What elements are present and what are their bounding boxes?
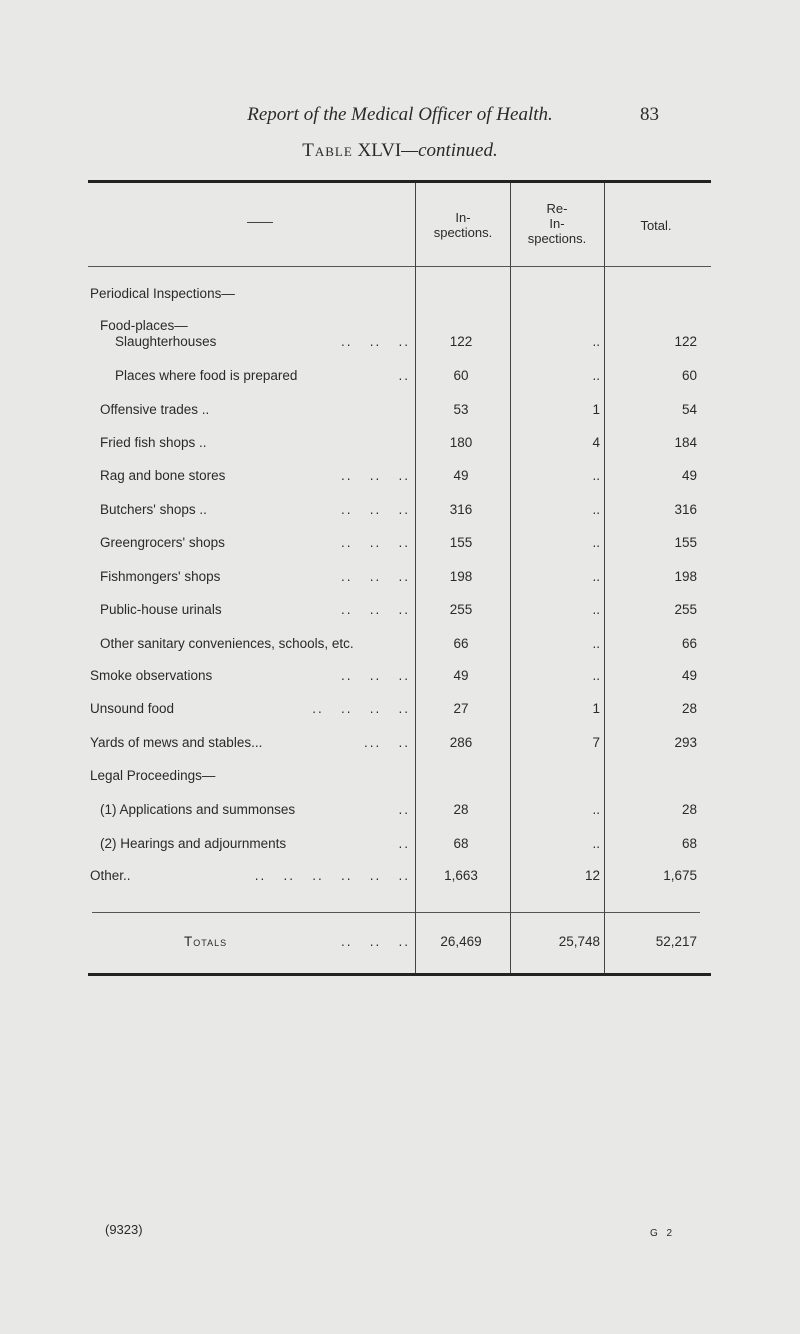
totals-leader-dots: .. .. .. [340, 934, 410, 949]
cell-reinspections: .. [592, 569, 600, 584]
row-label: Other sanitary conveniences, schools, etc. [100, 636, 354, 651]
totals-reinspections: 25,748 [558, 934, 600, 949]
row-label: Offensive trades .. [100, 402, 210, 417]
cell-inspections: 286 [449, 735, 473, 750]
footer-signature: G 2 [650, 1228, 676, 1239]
cell-total: 198 [674, 569, 697, 584]
cell-reinspections: .. [592, 602, 600, 617]
row-label: Slaughterhouses [115, 334, 217, 349]
page-number: 83 [640, 104, 659, 125]
cell-inspections: 255 [449, 602, 473, 617]
cell-inspections: 66 [453, 636, 469, 651]
cell-total: 316 [674, 502, 697, 517]
cell-reinspections: .. [592, 668, 600, 683]
row-label: Public-house urinals [100, 602, 222, 617]
cell-total: 49 [681, 468, 697, 483]
row-label: Other.. [90, 868, 131, 883]
row-label: Greengrocers' shops [100, 535, 225, 550]
row-label: Yards of mews and stables... [90, 735, 263, 750]
table-row [90, 868, 710, 888]
row-label: (2) Hearings and adjournments [100, 836, 287, 851]
row-label: Legal Proceedings— [90, 768, 216, 783]
cell-reinspections: .. [592, 802, 600, 817]
leader-dots: .. .. .. .. .. .. [254, 868, 410, 883]
cell-inspections: 1,663 [444, 868, 478, 883]
cell-reinspections: .. [592, 368, 600, 383]
cell-reinspections: .. [592, 836, 600, 851]
cell-total: 54 [681, 402, 697, 417]
table-caption [0, 140, 800, 162]
table-row [90, 435, 710, 455]
leader-dots: .. .. .. [340, 502, 410, 517]
cell-reinspections: .. [592, 468, 600, 483]
table-row [90, 602, 710, 622]
table-row [90, 802, 710, 822]
row-label: Periodical Inspections— [90, 286, 235, 301]
table-row [90, 735, 710, 755]
table-row [90, 636, 710, 656]
cell-inspections: 155 [449, 535, 473, 550]
cell-inspections: 316 [449, 502, 473, 517]
cell-total: 28 [681, 701, 697, 716]
totals-row [90, 934, 710, 954]
row-label: Fried fish shops .. [100, 435, 207, 450]
column-header-reinspections: Re- In- spections. [527, 201, 587, 246]
leader-dots: .. [398, 836, 410, 851]
leader-dots: .. .. .. [340, 468, 410, 483]
page-header [0, 100, 800, 130]
cell-inspections: 60 [453, 368, 469, 383]
cell-total: 1,675 [663, 868, 697, 883]
row-label: Smoke observations [90, 668, 213, 683]
leader-dots: .. .. .. [340, 569, 410, 584]
row-label: Butchers' shops .. [100, 502, 207, 517]
caption-suffix: —continued. [401, 140, 498, 161]
footer-code: (9323) [105, 1222, 143, 1237]
cell-inspections: 49 [453, 468, 469, 483]
cell-inspections: 28 [453, 802, 469, 817]
table-bottom-rule [88, 973, 711, 976]
table-row [90, 468, 710, 488]
cell-reinspections: 12 [584, 868, 600, 883]
row-label: Unsound food [90, 701, 175, 716]
column-header-total: Total. [640, 218, 672, 233]
cell-reinspections: .. [592, 636, 600, 651]
cell-total: 49 [681, 668, 697, 683]
row-label: Places where food is prepared [115, 368, 298, 383]
leader-dots: ... .. [363, 735, 410, 750]
table-row [90, 286, 710, 306]
cell-inspections: 122 [449, 334, 473, 349]
totals-inspections: 26,469 [440, 934, 482, 949]
cell-reinspections: .. [592, 535, 600, 550]
table-row [90, 368, 710, 388]
leader-dots: .. .. .. [340, 334, 410, 349]
row-label: Rag and bone stores [100, 468, 226, 483]
cell-total: 184 [674, 435, 697, 450]
table-row [90, 334, 710, 354]
row-label: Food-places— [100, 318, 188, 333]
cell-total: 122 [674, 334, 697, 349]
cell-inspections: 198 [449, 569, 473, 584]
cell-total: 68 [681, 836, 697, 851]
column-header-inspections: In- spections. [433, 210, 493, 240]
table-row [90, 768, 710, 788]
column-header-blank: —— [247, 214, 273, 229]
cell-inspections: 49 [453, 668, 469, 683]
caption-label: Table [302, 140, 353, 161]
leader-dots: .. .. .. .. [312, 701, 410, 716]
cell-inspections: 68 [453, 836, 469, 851]
table-row [90, 668, 710, 688]
totals-label: Totals [184, 934, 228, 949]
row-label: Fishmongers' shops [100, 569, 221, 584]
table-row [90, 836, 710, 856]
cell-total: 255 [674, 602, 697, 617]
leader-dots: .. .. .. [340, 535, 410, 550]
cell-inspections: 53 [453, 402, 469, 417]
table-row [90, 535, 710, 555]
totals-top-rule [92, 912, 700, 913]
cell-reinspections: 4 [592, 435, 600, 450]
cell-total: 293 [674, 735, 697, 750]
leader-dots: .. [398, 802, 410, 817]
leader-dots: .. [398, 368, 410, 383]
table-row [90, 402, 710, 422]
table-row [90, 701, 710, 721]
row-label: (1) Applications and summonses [100, 802, 296, 817]
cell-inspections: 27 [453, 701, 469, 716]
caption-roman: XLVI [357, 140, 402, 161]
cell-total: 155 [674, 535, 697, 550]
cell-reinspections: .. [592, 334, 600, 349]
table-row [90, 569, 710, 589]
cell-total: 60 [681, 368, 697, 383]
header-bottom-rule [88, 266, 711, 267]
totals-total: 52,217 [655, 934, 697, 949]
leader-dots: .. .. .. [340, 602, 410, 617]
cell-reinspections: 1 [592, 701, 600, 716]
report-title: Report of the Medical Officer of Health. [247, 104, 553, 125]
cell-reinspections: 1 [592, 402, 600, 417]
cell-reinspections: 7 [592, 735, 600, 750]
table-row [90, 502, 710, 522]
cell-total: 28 [681, 802, 697, 817]
cell-total: 66 [681, 636, 697, 651]
cell-reinspections: .. [592, 502, 600, 517]
table-top-rule [88, 180, 711, 183]
leader-dots: .. .. .. [340, 668, 410, 683]
cell-inspections: 180 [449, 435, 473, 450]
